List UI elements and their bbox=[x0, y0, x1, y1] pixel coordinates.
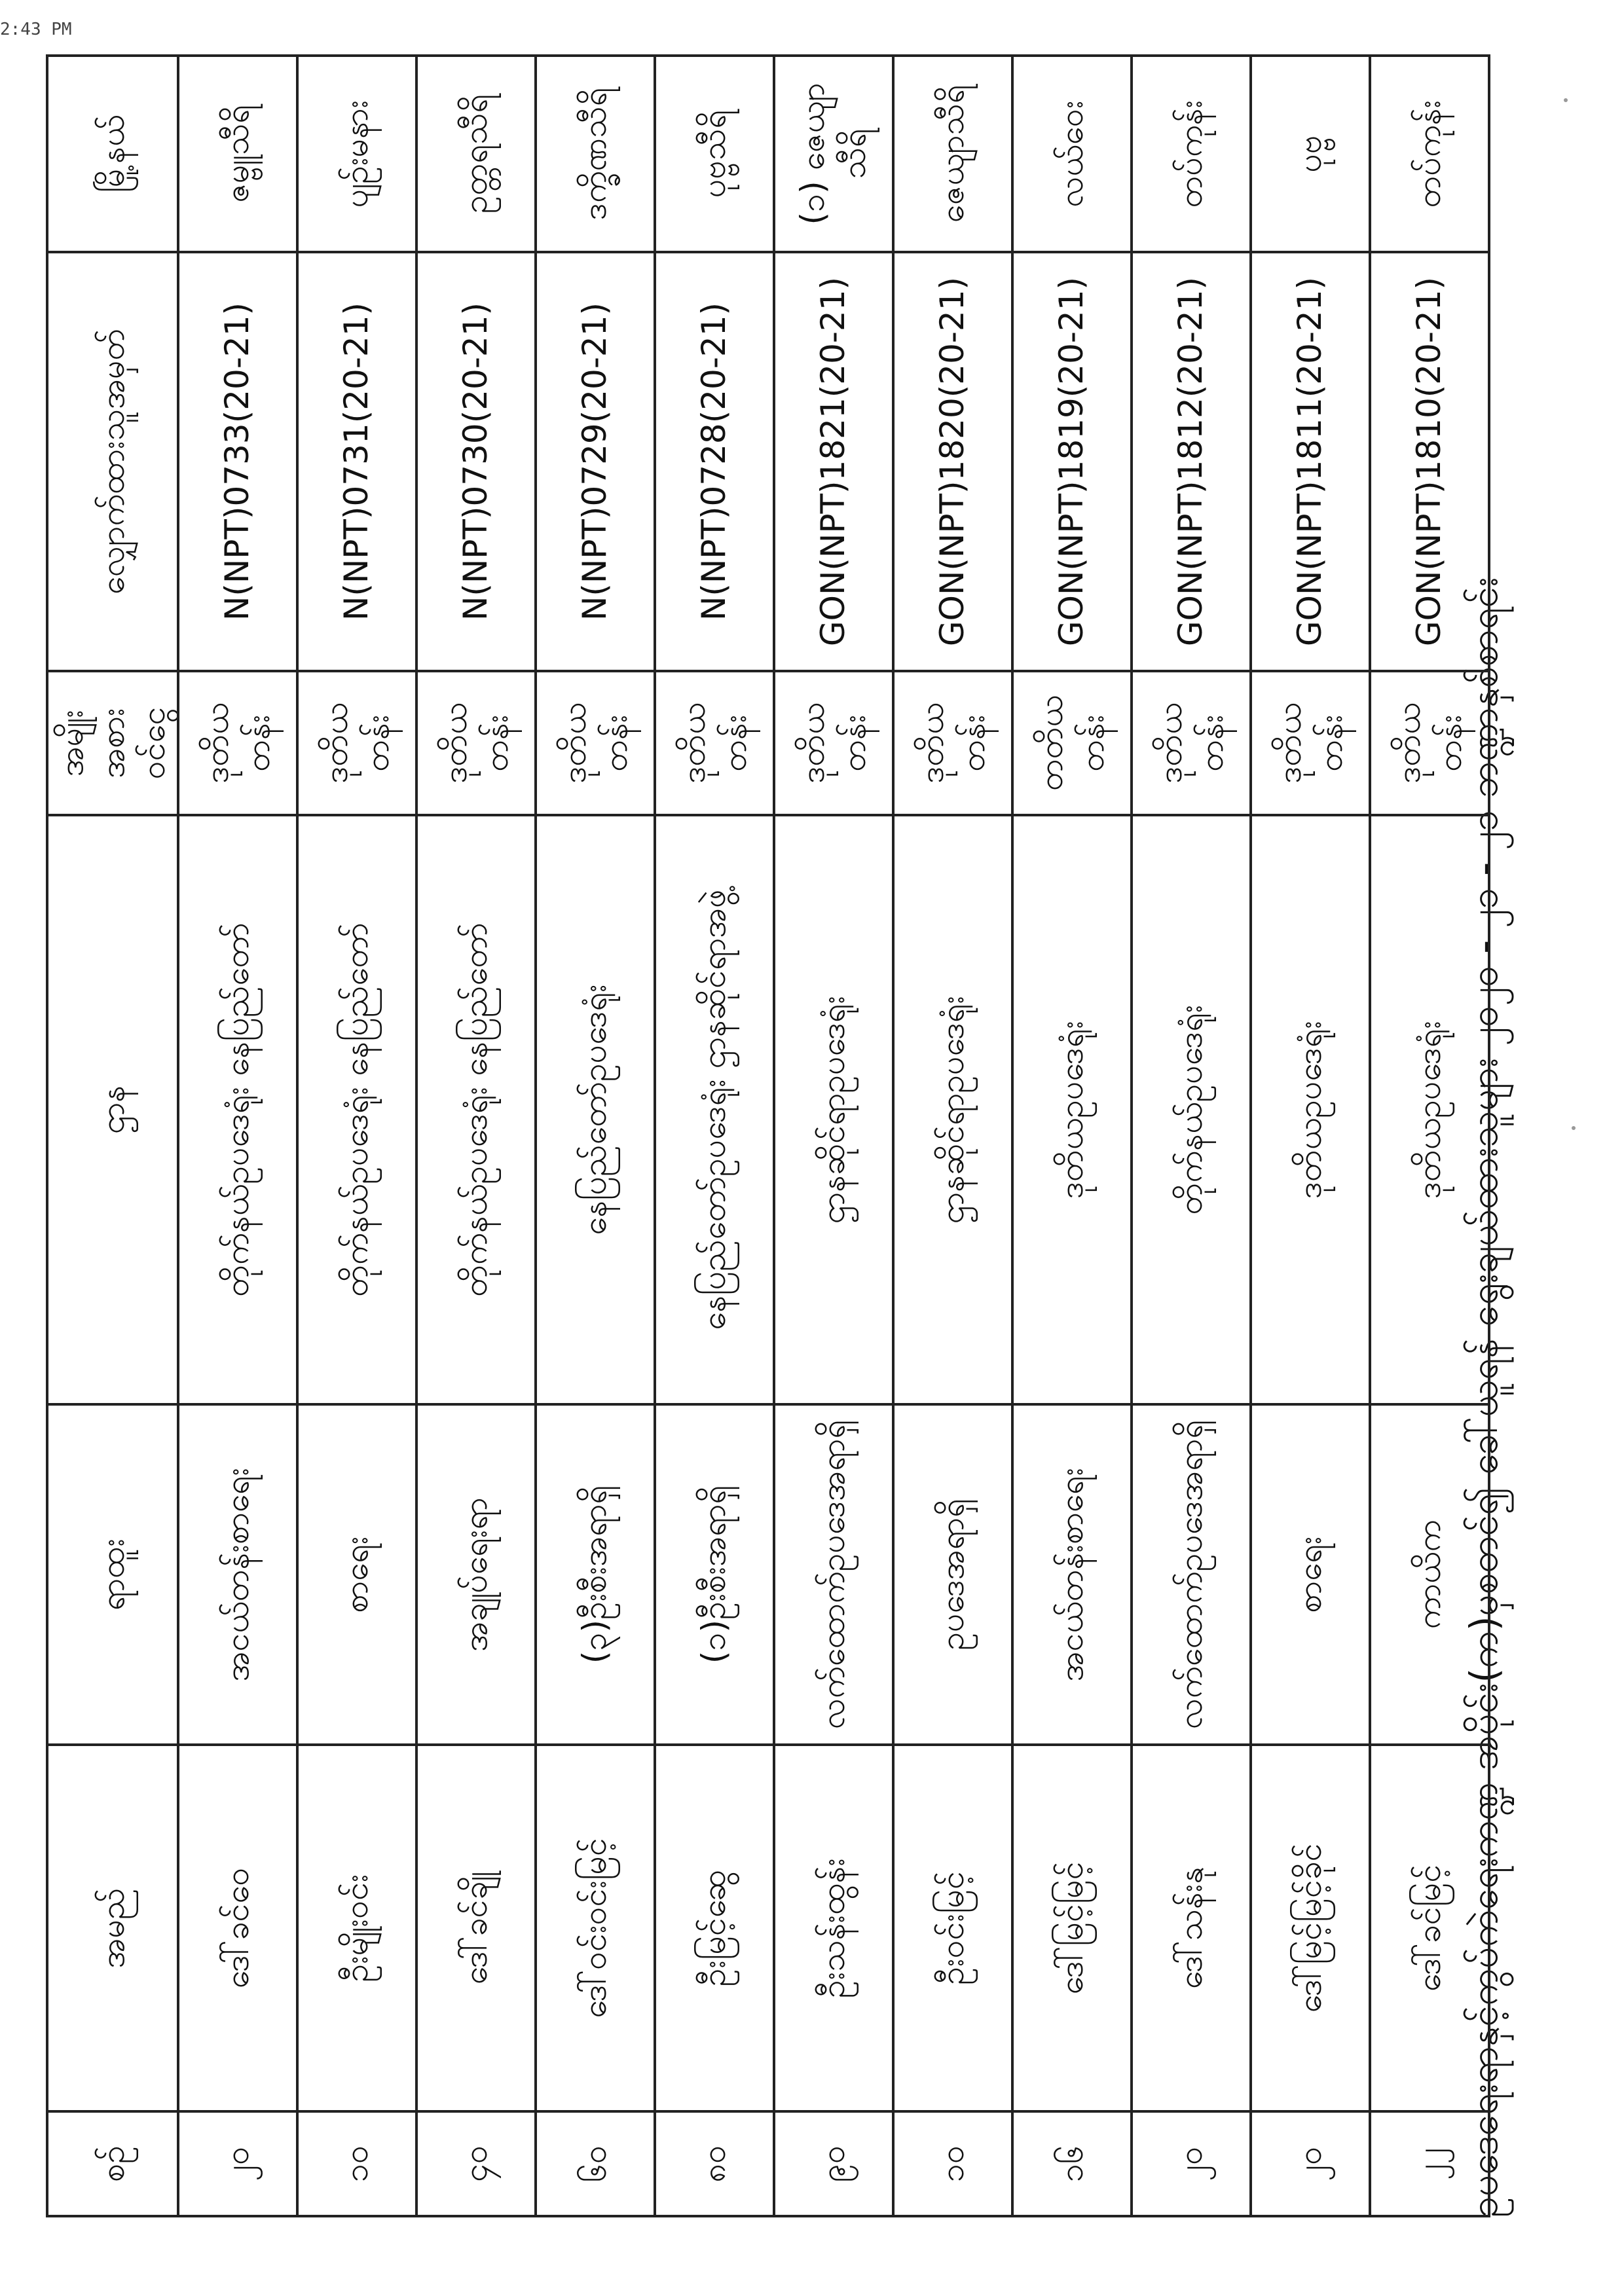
cell-sn: ၂၀ bbox=[1132, 2111, 1251, 2216]
cell-type: ဒုတိယတန်း bbox=[1370, 671, 1489, 815]
cell-sn: ၂၀ bbox=[178, 2111, 297, 2216]
cell-id: GON(NPT)1820(20-21) bbox=[893, 252, 1012, 671]
cell-sn: ၁၀ bbox=[893, 2111, 1012, 2216]
cell-name: ဒေါ်ဝင်းဝင်းမြင့် bbox=[536, 1745, 655, 2111]
cell-type: ဒုတိယတန်း bbox=[655, 671, 774, 815]
table-row bbox=[1370, 56, 1489, 2216]
cell-position: အငယ်တန်းစာရေး bbox=[178, 1404, 297, 1745]
timestamp: 2:43 PM bbox=[0, 20, 72, 39]
cell-sn: ၁၀ bbox=[297, 2111, 416, 2216]
cell-office: နေပြည်တော်ဥပဒေရုံး bbox=[536, 815, 655, 1404]
cell-town: တပ်ကုန်း bbox=[1370, 56, 1489, 252]
cell-name: ဦးဝင်းမြင့် bbox=[893, 1745, 1012, 2111]
cell-position: အငယ်တန်းစာရေး bbox=[1012, 1404, 1132, 1745]
cell-type: ဒုတိယတန်း bbox=[536, 671, 655, 815]
cell-town: ပျဉ်းမနား bbox=[297, 56, 416, 252]
cell-town: ဇမ္ဗူသီရိ bbox=[178, 56, 297, 252]
header-type: အမျိုးအစား ဝင်ငွေ bbox=[47, 671, 178, 815]
cell-id: GON(NPT)1811(20-21) bbox=[1251, 252, 1370, 671]
cell-position: ဥပဒေအရာရှိ bbox=[893, 1404, 1012, 1745]
table-row bbox=[536, 56, 655, 2216]
cell-type: ဒုတိယတန်း bbox=[178, 671, 297, 815]
cell-id: N(NPT)0733(20-21) bbox=[178, 252, 297, 671]
cell-position: စာရေး bbox=[1251, 1404, 1370, 1745]
cell-name: ဦးမြင့်ဆွေ bbox=[655, 1745, 774, 2111]
table-row bbox=[655, 56, 774, 2216]
cell-town: ပုဗ္ဗ bbox=[1251, 56, 1370, 252]
cell-id: N(NPT)0728(20-21) bbox=[655, 252, 774, 671]
cell-sn: ၁၆ bbox=[1012, 2111, 1132, 2216]
cell-office: တိုက်နယ်ဥပဒေရုံး နေပြည်တော် bbox=[178, 815, 297, 1404]
cell-type: ဒုတိယတန်း bbox=[893, 671, 1012, 815]
cell-id: GON(NPT)1810(20-21) bbox=[1370, 252, 1489, 671]
cell-office: ဒုတိယဥပဒေရုံး bbox=[1370, 815, 1489, 1404]
cell-town: ဥတ္တရသီရိ bbox=[416, 56, 536, 252]
cell-office: ဌာနဆိုင်ရာဥပဒေရုံး bbox=[774, 815, 893, 1404]
cell-town: ဇေယျာသီရိ bbox=[893, 56, 1012, 252]
cell-name: ဦးသန်းထွန်း bbox=[774, 1745, 893, 2111]
cell-office: တိုက်နယ်ဥပဒေရုံး bbox=[1132, 815, 1251, 1404]
cell-id: GON(NPT)1812(20-21) bbox=[1132, 252, 1251, 671]
cell-name: ဒေါ်ခင်မြင့် bbox=[1370, 1745, 1489, 2111]
table-row bbox=[893, 56, 1012, 2216]
cell-sn: ၆၀ bbox=[536, 2111, 655, 2216]
table-row bbox=[774, 56, 893, 2216]
cell-id: N(NPT)0729(20-21) bbox=[536, 252, 655, 671]
cell-sn: ၉၀ bbox=[774, 2111, 893, 2216]
cell-position: အချုပ်ရေးရာ bbox=[416, 1404, 536, 1745]
table-row bbox=[1012, 56, 1132, 2216]
table-row bbox=[416, 56, 536, 2216]
cell-name: ဦးမျိုးဝင်း bbox=[297, 1745, 416, 2111]
cell-name: ဒေါ်မြင့်မြင့်ခိုင် bbox=[1251, 1745, 1370, 2111]
table-header-row bbox=[47, 56, 178, 2216]
table-row bbox=[1251, 56, 1370, 2216]
cell-town: ပုဗ္ဗသီရိ bbox=[655, 56, 774, 252]
header-town: မြို့နယ် bbox=[47, 56, 178, 252]
cell-town: (၁) ဇေယျာသီရိ bbox=[774, 56, 893, 252]
header-office: ဌာန bbox=[47, 815, 178, 1404]
cell-id: N(NPT)0730(20-21) bbox=[416, 252, 536, 671]
cell-id: N(NPT)0731(20-21) bbox=[297, 252, 416, 671]
cell-office: တိုက်နယ်ဥပဒေရုံး နေပြည်တော် bbox=[297, 815, 416, 1404]
cell-sn: ၈၀ bbox=[655, 2111, 774, 2216]
cell-name: ဒေါ်သန်းနု bbox=[1132, 1745, 1251, 2111]
cell-sn: ၂၀ bbox=[1251, 2111, 1370, 2216]
cell-name: ဒေါ်မြင့်မြင့် bbox=[1012, 1745, 1132, 2111]
cell-office: ဌာနဆိုင်ရာဥပဒေရုံး bbox=[893, 815, 1012, 1404]
cell-position: ကာယိက bbox=[1370, 1404, 1489, 1745]
cell-type: ဒုတိယတန်း bbox=[1251, 671, 1370, 815]
cell-type: ဒုတိယတန်း bbox=[774, 671, 893, 815]
table-row bbox=[178, 56, 297, 2216]
cell-name: ဒေါ်ခင်ချို bbox=[416, 1745, 536, 2111]
cell-town: ဒက္ခိဏသီရိ bbox=[536, 56, 655, 252]
header-name: အမည် bbox=[47, 1745, 178, 2111]
personnel-table bbox=[46, 54, 1490, 2217]
cell-town: လယ်ဝေး bbox=[1012, 56, 1132, 252]
cell-type: ဒုတိယတန်း bbox=[1132, 671, 1251, 815]
table-row bbox=[297, 56, 416, 2216]
header-position: ရာထူး bbox=[47, 1404, 178, 1745]
cell-type: ဒုတိယတန်း bbox=[416, 671, 536, 815]
cell-office: တိုက်နယ်ဥပဒေရုံး နေပြည်တော် bbox=[416, 815, 536, 1404]
cell-position: စာရေး bbox=[297, 1404, 416, 1745]
cell-sn: ၂၂ bbox=[1370, 2111, 1489, 2216]
cell-position: လက်ထောက်ဥပဒေအရာရှိ bbox=[774, 1404, 893, 1745]
cell-town: တပ်ကုန်း bbox=[1132, 56, 1251, 252]
cell-position: လက်ထောက်ဥပဒေအရာရှိ bbox=[1132, 1404, 1251, 1745]
cell-type: ဒုတိယတန်း bbox=[297, 671, 416, 815]
cell-type: တတိယတန်း bbox=[1012, 671, 1132, 815]
cell-office: ဒုတိယဥပဒေရုံး bbox=[1251, 815, 1370, 1404]
cell-position: (၃)ဦးစီးအရာရှိ bbox=[536, 1404, 655, 1745]
cell-office: ဒုတိယဥပဒေရုံး bbox=[1012, 815, 1132, 1404]
header-id: လျှောက်ထားသူအမှတ် bbox=[47, 252, 178, 671]
cell-name: ဒေါ်ခင်ဝေ bbox=[178, 1745, 297, 2111]
header-sn: စဉ် bbox=[47, 2111, 178, 2216]
document-title: ဥပဒေရေးရာနှင့်ကွပ်ကဲရေးကဏ္ဍ အပိုင်း(က)မှစတင်၍ ခေါ်ယူရန် ရွေးချယ်ထားသူများ ၂၀၂၀ - ၂၁ - ၂၁ ဘဏ္ဍာနှစ်စာရင်း bbox=[1462, 577, 1506, 2217]
cell-id: GON(NPT)1821(20-21) bbox=[774, 252, 893, 671]
cell-sn: ၄၀ bbox=[416, 2111, 536, 2216]
cell-id: GON(NPT)1819(20-21) bbox=[1012, 252, 1132, 671]
cell-office: နေပြည်တော်ဥပဒေရုံး ဌာနဆိုင်ရာအဖွဲ့ bbox=[655, 815, 774, 1404]
table-row bbox=[1132, 56, 1251, 2216]
cell-position: (၁)ဦးစီးအရာရှိ bbox=[655, 1404, 774, 1745]
